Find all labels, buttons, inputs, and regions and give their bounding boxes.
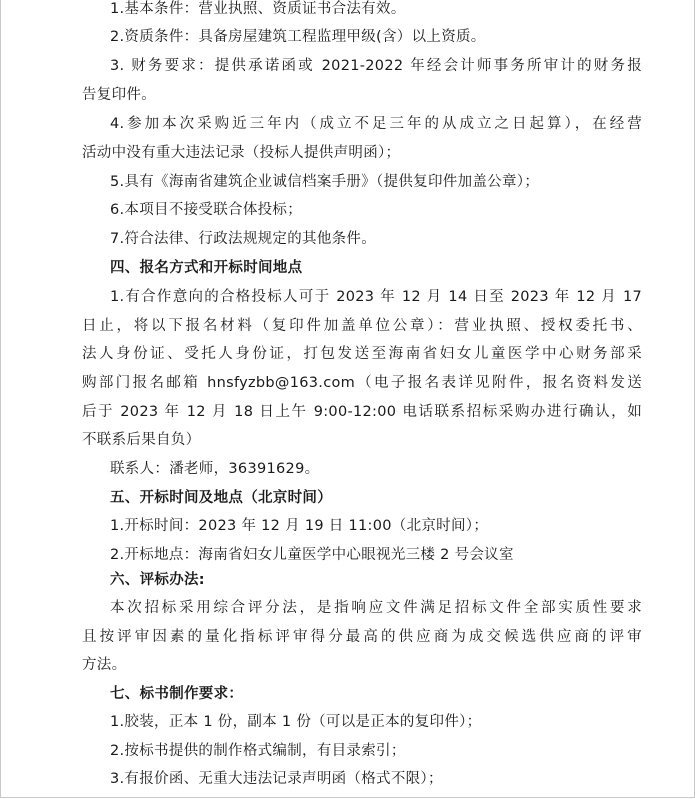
finance-requirement-line-2: 告复印件。 (82, 87, 156, 103)
record-requirement-line-2: 活动中没有重大违法记录（投标人提供声明函）； (82, 145, 401, 161)
section-heading-bid-preparation: 七、标书制作要求： (110, 686, 244, 702)
qualification-item-2: 2.资质条件：具备房屋建筑工程监理甲级(含）以上资质。 (110, 29, 486, 45)
qualification-item-6: 6.本项目不接受联合体投标； (110, 202, 303, 218)
opening-place: 2.开标地点：海南省妇女儿童医学中心眼视光三楼 2 号会议室 (110, 547, 514, 563)
registration-line-1: 1.有合作意向的合格投标人可于 2023 年 12 月 14 日至 2023 年 12 月 17 (110, 289, 642, 305)
evaluation-line-1: 本次招标采用综合评分法，是指响应文件满足招标文件全部实质性要求 (110, 600, 642, 616)
section-heading-registration: 四、报名方式和开标时间地点 (110, 260, 303, 276)
evaluation-line-3: 方法。 (82, 657, 127, 673)
registration-line-2: 日止，将以下报名材料（复印件加盖单位公章）：营业执照、授权委托书、 (82, 318, 642, 334)
record-requirement-line-1: 4.参加本次采购近三年内（成立不足三年的从成立之日起算），在经营 (110, 116, 642, 132)
section-heading-opening: 五、开标时间及地点（北京时间） (110, 490, 332, 506)
qualification-item-5: 5.具有《海南省建筑企业诚信档案手册》（提供复印件加盖公章）； (110, 174, 540, 190)
registration-line-6: 不联系后果自负） (82, 432, 201, 448)
contact-line: 联系人：潘老师，36391629。 (110, 461, 320, 477)
registration-line-5: 后于 2023 年 12 月 18 日上午 9:00-12:00 电话联系招标采购办进行确认，如 (82, 404, 642, 420)
bid-item-3: 3.有报价函、无重大违法记录声明函（格式不限）； (110, 771, 443, 787)
registration-line-3: 法人身份证、受托人身份证，打包发送至海南省妇女儿童医学中心财务部采 (82, 346, 642, 362)
section-heading-evaluation: 六、评标办法: (110, 572, 205, 588)
qualification-item-1: 1.基本条件：营业执照、资质证书合法有效。 (110, 1, 406, 17)
registration-line-4: 购部门报名邮箱 hnsfyzbb@163.com（电子报名表详见附件，报名资料发送 (82, 375, 642, 391)
evaluation-line-2: 且按评审因素的量化指标评审得分最高的供应商为成交候选供应商的评审 (82, 629, 642, 645)
qualification-item-7: 7.符合法律、行政法规规定的其他条件。 (110, 231, 377, 247)
finance-requirement-line-1: 3. 财务要求：提供承诺函或 2021-2022 年经会计师事务所审计的财务报 (110, 58, 642, 74)
opening-time: 1.开标时间：2023 年 12 月 19 日 11:00（北京时间）； (110, 518, 489, 534)
bid-item-2: 2.按标书提供的制作格式编制，有目录索引； (110, 743, 406, 759)
bid-item-1: 1.胶装，正本 1 份，副本 1 份（可以是正本的复印件）； (110, 714, 482, 730)
